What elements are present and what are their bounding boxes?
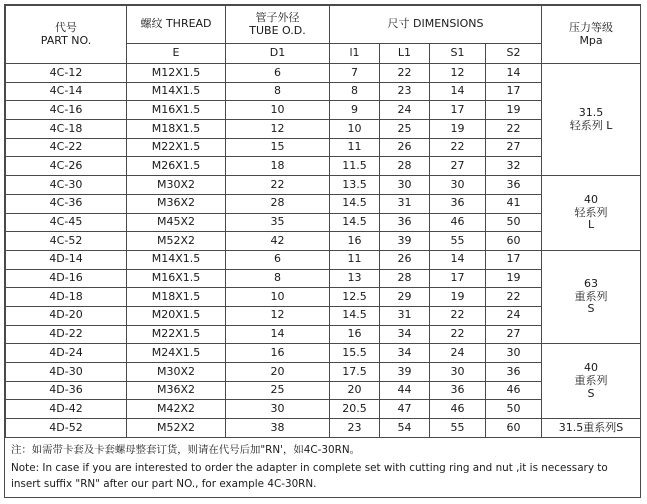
cell-part: 4C-16 — [6, 101, 127, 120]
cell-s2: 22 — [486, 120, 542, 139]
cell-s1: 55 — [430, 232, 486, 251]
cell-l1: 14.5 — [330, 306, 380, 325]
part-no-header-cn: 代号 — [55, 20, 77, 34]
pressure-rating-cell — [542, 419, 641, 438]
cell-s2: 17 — [486, 250, 542, 269]
cell-l1: 15.5 — [330, 344, 380, 363]
cell-L1: 54 — [380, 419, 430, 438]
cell-thread: M24X1.5 — [127, 344, 226, 363]
pressure-rating-line: 轻系列 L — [569, 118, 613, 132]
cell-s2: 27 — [486, 138, 542, 157]
cell-thread: M52X2 — [127, 419, 226, 438]
cell-tube: 14 — [226, 325, 330, 344]
spec-sheet — [4, 4, 641, 498]
pressure-rating-line: 63 — [584, 277, 599, 291]
cell-L1: 39 — [380, 232, 430, 251]
table-row — [6, 344, 641, 363]
cell-s1: 24 — [430, 344, 486, 363]
pressure-rating-line: 31.5 — [578, 105, 604, 119]
pressure-rating-line: 31.5重系列S — [558, 420, 624, 434]
pressure-rating-cell — [542, 176, 641, 251]
pressure-rating-line: 40 — [584, 193, 599, 207]
table-row — [6, 64, 641, 83]
cell-part: 4D-18 — [6, 288, 127, 307]
cell-s1: 55 — [430, 419, 486, 438]
pressure-rating-line: S — [587, 302, 595, 316]
cell-L1: 22 — [380, 64, 430, 83]
cell-thread: M22X1.5 — [127, 138, 226, 157]
cell-part: 4C-26 — [6, 157, 127, 176]
l1-subheader: l1 — [330, 44, 380, 64]
table-row — [6, 250, 641, 269]
s1-subheader: S1 — [430, 44, 486, 64]
cell-part: 4D-20 — [6, 306, 127, 325]
cell-tube: 12 — [226, 120, 330, 139]
cell-part: 4C-12 — [6, 64, 127, 83]
cell-L1: 31 — [380, 306, 430, 325]
order-note-en: Note: In case if you are interested to order the adapter in complete set with cutting ring and nut ,it is necessary to insert suffix "RN" after our part NO., for example 4C-30RN. — [11, 462, 608, 490]
cell-part: 4D-22 — [6, 325, 127, 344]
cell-thread: M30X2 — [127, 363, 226, 382]
cell-s1: 14 — [430, 82, 486, 101]
cell-tube: 16 — [226, 344, 330, 363]
cell-l1: 13 — [330, 269, 380, 288]
cell-part: 4C-45 — [6, 213, 127, 232]
cell-thread: M16X1.5 — [127, 269, 226, 288]
cell-part: 4C-52 — [6, 232, 127, 251]
cell-L1: 39 — [380, 363, 430, 382]
cell-s2: 14 — [486, 64, 542, 83]
cell-s1: 14 — [430, 250, 486, 269]
pressure-header-cn: 压力等级 — [569, 20, 614, 34]
pressure-header — [542, 6, 641, 64]
cell-l1: 20.5 — [330, 400, 380, 419]
cell-L1: 36 — [380, 213, 430, 232]
cell-s2: 46 — [486, 381, 542, 400]
cell-thread: M42X2 — [127, 400, 226, 419]
cell-L1: 23 — [380, 82, 430, 101]
cell-l1: 10 — [330, 120, 380, 139]
cell-s2: 27 — [486, 325, 542, 344]
cell-l1: 8 — [330, 82, 380, 101]
cell-tube: 18 — [226, 157, 330, 176]
cell-s1: 46 — [430, 400, 486, 419]
tube-subheader: D1 — [226, 44, 330, 64]
tube-header — [226, 6, 330, 44]
cell-L1: 28 — [380, 269, 430, 288]
cell-s2: 32 — [486, 157, 542, 176]
cell-s1: 22 — [430, 325, 486, 344]
cell-L1: 24 — [380, 101, 430, 120]
cell-l1: 16 — [330, 325, 380, 344]
cell-tube: 22 — [226, 176, 330, 195]
cell-l1: 14.5 — [330, 194, 380, 213]
cell-thread: M36X2 — [127, 381, 226, 400]
order-note-cn: 注：如需带卡套及卡套螺母整套订货，则请在代号后加"RN'，如4C-30RN。 — [11, 443, 361, 456]
cell-s2: 24 — [486, 306, 542, 325]
cell-l1: 13.5 — [330, 176, 380, 195]
cell-part: 4D-52 — [6, 419, 127, 438]
cell-thread: M30X2 — [127, 176, 226, 195]
cell-tube: 12 — [226, 306, 330, 325]
order-note — [5, 438, 640, 493]
table-row — [6, 419, 641, 438]
cell-s1: 19 — [430, 288, 486, 307]
cell-s1: 46 — [430, 213, 486, 232]
cell-tube: 25 — [226, 381, 330, 400]
cell-part: 4C-30 — [6, 176, 127, 195]
cell-s2: 36 — [486, 176, 542, 195]
cell-L1: 30 — [380, 176, 430, 195]
tube-header-cn: 管子外径 — [255, 10, 300, 24]
cell-tube: 8 — [226, 269, 330, 288]
cell-part: 4C-14 — [6, 82, 127, 101]
cell-s1: 27 — [430, 157, 486, 176]
pressure-header-unit: Mpa — [579, 33, 603, 47]
cell-thread: M36X2 — [127, 194, 226, 213]
cell-s2: 17 — [486, 82, 542, 101]
cell-part: 4D-36 — [6, 381, 127, 400]
cell-s2: 36 — [486, 363, 542, 382]
cell-L1: 34 — [380, 325, 430, 344]
cell-s1: 30 — [430, 363, 486, 382]
cell-part: 4D-16 — [6, 269, 127, 288]
cell-tube: 30 — [226, 400, 330, 419]
cell-s2: 60 — [486, 232, 542, 251]
cell-L1: 28 — [380, 157, 430, 176]
cell-tube: 10 — [226, 288, 330, 307]
cell-tube: 20 — [226, 363, 330, 382]
cell-thread: M14X1.5 — [127, 250, 226, 269]
cell-s2: 50 — [486, 400, 542, 419]
cell-tube: 8 — [226, 82, 330, 101]
pressure-rating-line: L — [587, 218, 595, 232]
cell-tube: 6 — [226, 250, 330, 269]
cell-s2: 19 — [486, 101, 542, 120]
cell-thread: M20X1.5 — [127, 306, 226, 325]
cell-tube: 28 — [226, 194, 330, 213]
cell-l1: 11.5 — [330, 157, 380, 176]
cell-L1: 26 — [380, 250, 430, 269]
s2-subheader: S2 — [486, 44, 542, 64]
cell-l1: 11 — [330, 250, 380, 269]
pressure-rating-line: 40 — [584, 361, 599, 375]
cell-part: 4D-42 — [6, 400, 127, 419]
cell-s1: 22 — [430, 138, 486, 157]
pressure-rating-cell — [542, 64, 641, 176]
cell-L1: 26 — [380, 138, 430, 157]
table-row — [6, 176, 641, 195]
cell-tube: 10 — [226, 101, 330, 120]
cell-s1: 17 — [430, 269, 486, 288]
cell-thread: M18X1.5 — [127, 288, 226, 307]
cell-tube: 15 — [226, 138, 330, 157]
cell-l1: 9 — [330, 101, 380, 120]
cell-s1: 30 — [430, 176, 486, 195]
cell-s1: 36 — [430, 194, 486, 213]
cell-thread: M52X2 — [127, 232, 226, 251]
pressure-rating-line: 重系列 — [574, 373, 608, 387]
thread-subheader: E — [127, 44, 226, 64]
cell-s1: 22 — [430, 306, 486, 325]
L1-subheader: L1 — [380, 44, 430, 64]
pressure-rating-line: 轻系列 — [574, 205, 608, 219]
cell-l1: 11 — [330, 138, 380, 157]
dimension-table — [5, 5, 641, 438]
cell-L1: 31 — [380, 194, 430, 213]
cell-tube: 42 — [226, 232, 330, 251]
cell-thread: M14X1.5 — [127, 82, 226, 101]
cell-s1: 17 — [430, 101, 486, 120]
cell-part: 4D-30 — [6, 363, 127, 382]
cell-s2: 22 — [486, 288, 542, 307]
cell-part: 4C-36 — [6, 194, 127, 213]
cell-l1: 12.5 — [330, 288, 380, 307]
cell-l1: 7 — [330, 64, 380, 83]
cell-l1: 16 — [330, 232, 380, 251]
cell-tube: 38 — [226, 419, 330, 438]
tube-header-en: TUBE O.D. — [249, 23, 306, 37]
cell-thread: M12X1.5 — [127, 64, 226, 83]
cell-L1: 44 — [380, 381, 430, 400]
pressure-rating-cell — [542, 250, 641, 343]
pressure-rating-line: S — [587, 386, 595, 400]
cell-L1: 34 — [380, 344, 430, 363]
thread-header: 螺纹 THREAD — [127, 6, 226, 44]
cell-l1: 23 — [330, 419, 380, 438]
cell-s1: 12 — [430, 64, 486, 83]
cell-thread: M22X1.5 — [127, 325, 226, 344]
cell-part: 4D-14 — [6, 250, 127, 269]
cell-l1: 14.5 — [330, 213, 380, 232]
cell-s2: 41 — [486, 194, 542, 213]
cell-L1: 29 — [380, 288, 430, 307]
part-no-header — [6, 6, 127, 64]
cell-l1: 17.5 — [330, 363, 380, 382]
pressure-rating-line: 重系列 — [574, 289, 608, 303]
cell-s2: 30 — [486, 344, 542, 363]
cell-thread: M45X2 — [127, 213, 226, 232]
cell-s2: 60 — [486, 419, 542, 438]
cell-part: 4D-24 — [6, 344, 127, 363]
cell-l1: 20 — [330, 381, 380, 400]
cell-thread: M18X1.5 — [127, 120, 226, 139]
cell-s1: 36 — [430, 381, 486, 400]
cell-s2: 19 — [486, 269, 542, 288]
cell-thread: M26X1.5 — [127, 157, 226, 176]
cell-L1: 47 — [380, 400, 430, 419]
cell-s1: 19 — [430, 120, 486, 139]
part-no-header-en: PART NO. — [40, 33, 92, 47]
cell-part: 4C-18 — [6, 120, 127, 139]
cell-s2: 50 — [486, 213, 542, 232]
cell-tube: 35 — [226, 213, 330, 232]
cell-part: 4C-22 — [6, 138, 127, 157]
cell-thread: M16X1.5 — [127, 101, 226, 120]
pressure-rating-cell — [542, 344, 641, 419]
cell-tube: 6 — [226, 64, 330, 83]
table-body — [6, 64, 641, 438]
cell-L1: 25 — [380, 120, 430, 139]
dimensions-header: 尺寸 DIMENSIONS — [330, 6, 542, 44]
